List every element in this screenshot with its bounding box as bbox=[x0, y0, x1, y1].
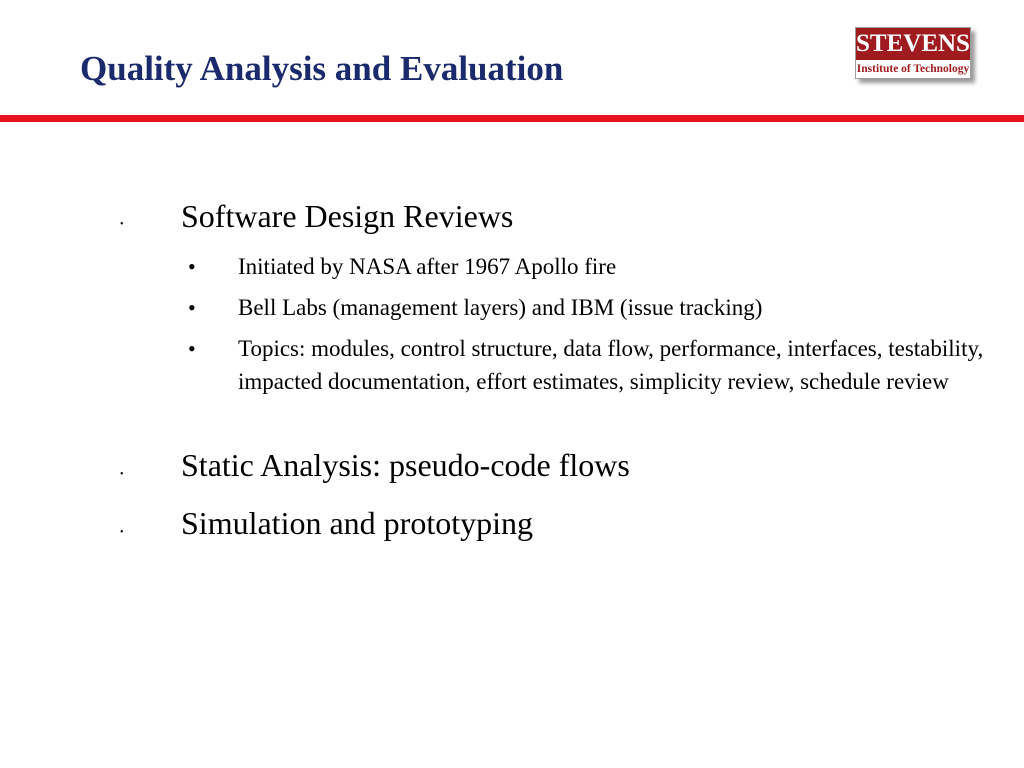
sub-bullet-marker: • bbox=[188, 336, 196, 361]
title-divider bbox=[0, 115, 1024, 122]
sub-bullet-nasa: Initiated by NASA after 1967 Apollo fire bbox=[238, 254, 617, 279]
bullet-marker: • bbox=[120, 527, 124, 538]
slide-title: Quality Analysis and Evaluation bbox=[80, 49, 564, 88]
sub-bullet-topics: Topics: modules, control structure, data flow, performance, interfaces, testability, impacted documentation, effort estimates, simplicity review, schedule review bbox=[238, 336, 984, 394]
bullet-simulation: Simulation and prototyping bbox=[181, 505, 533, 541]
bullet-static-analysis: Static Analysis: pseudo-code flows bbox=[181, 447, 630, 483]
sub-bullet-marker: • bbox=[188, 254, 196, 279]
bullet-marker: • bbox=[120, 469, 124, 480]
bullet-marker: • bbox=[120, 219, 124, 230]
logo-name: STEVENS bbox=[856, 28, 970, 60]
stevens-logo bbox=[855, 27, 971, 79]
bullet-software-design-reviews: Software Design Reviews bbox=[181, 198, 514, 234]
sub-bullet-marker: • bbox=[188, 295, 196, 320]
logo-subtitle: Institute of Technology bbox=[856, 63, 970, 75]
sub-bullet-bell-labs: Bell Labs (management layers) and IBM (issue tracking) bbox=[238, 295, 763, 320]
